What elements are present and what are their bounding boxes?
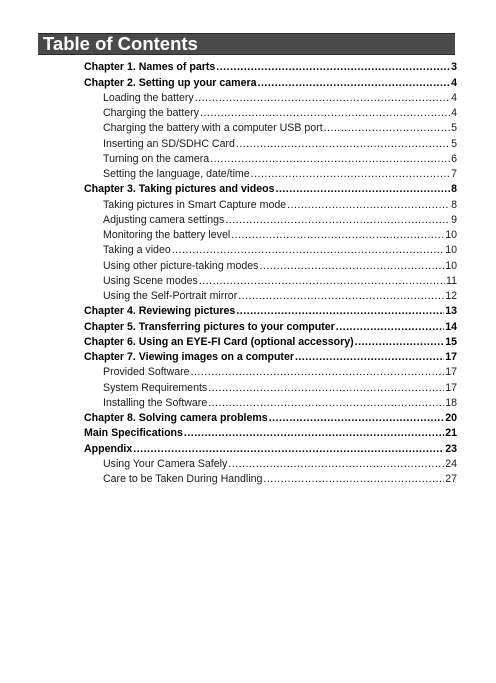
toc-entry-title: Chapter 2. Setting up your camera [84,76,257,89]
toc-section-entry[interactable] [84,273,457,288]
toc-dot-leader [208,381,444,395]
toc-dot-leader [191,365,445,379]
toc-dot-leader [231,228,444,242]
toc-chapter-entry[interactable] [84,181,457,196]
toc-entry-title: Appendix [84,442,133,455]
toc-section-entry[interactable] [84,166,457,181]
toc-chapter-entry[interactable] [84,349,457,364]
toc-entry-title: Chapter 7. Viewing images on a computer [84,351,294,363]
toc-entry-title: Using Your Camera Safely [103,457,228,470]
toc-dot-leader [216,60,450,74]
toc-dot-leader [263,472,444,486]
toc-section-entry[interactable] [84,395,457,410]
toc-dot-leader [324,121,450,135]
toc-section-entry[interactable] [84,288,457,303]
toc-page-number: 17 [445,381,457,394]
toc-dot-leader [172,243,444,257]
toc-page-number: 9 [451,213,457,226]
toc-dot-leader [225,213,450,227]
toc-section-entry[interactable] [84,196,457,211]
toc-page-number: 24 [445,457,457,470]
toc-chapter-entry[interactable] [84,318,457,333]
toc-entry-title: Charging the battery [103,107,199,119]
toc-entry-title: Chapter 5. Transferring pictures to your computer [84,320,335,333]
toc-dot-leader [133,442,444,456]
toc-section-entry[interactable] [84,227,457,242]
toc-entry-title: Chapter 4. Reviewing pictures [84,305,236,318]
toc-section-entry[interactable] [84,257,457,272]
toc-chapter-entry[interactable] [84,303,457,318]
toc-header-banner [38,33,455,55]
toc-dot-leader [228,457,444,471]
toc-entry-title: Monitoring the battery level [103,229,231,241]
toc-dot-leader [355,335,445,349]
toc-page-number: 4 [451,76,457,89]
toc-page-number: 4 [451,91,457,104]
toc-entry-title: Adjusting camera settings [103,213,225,226]
toc-entry-title: Provided Software [103,366,190,379]
toc-page-number: 3 [451,61,457,74]
toc-dot-leader [336,320,444,334]
toc-dot-leader [295,350,444,364]
toc-section-entry[interactable] [84,212,457,227]
toc-entry-title: Installing the Software [103,396,208,409]
page-title: Table of Contents [43,33,198,54]
toc-dot-leader [269,411,445,425]
toc-dot-leader [287,198,450,212]
toc-page-number: 17 [445,351,457,363]
toc-entry-title: Using other picture-taking modes [103,259,259,272]
toc-entry-title: Turning on the camera [103,152,210,165]
toc-page-number: 11 [446,274,457,287]
toc-section-entry[interactable] [84,151,457,166]
toc-page-number: 15 [445,335,457,348]
toc-chapter-entry[interactable] [84,59,457,74]
toc-entry-title: Charging the battery with a computer USB port [103,122,323,135]
toc-dot-leader [195,91,450,105]
toc-entry-title: System Requirements [103,381,208,394]
toc-page-number: 21 [445,427,457,440]
toc-page-number: 27 [445,473,457,485]
toc-chapter-entry[interactable] [84,334,457,349]
toc-entry-title: Inserting an SD/SDHC Card [103,137,235,150]
toc-entry-title: Using the Self-Portrait mirror [103,290,238,302]
toc-section-entry[interactable] [84,105,457,120]
toc-page-number: 7 [451,168,457,180]
toc-dot-leader [200,106,450,120]
toc-section-entry[interactable] [84,456,457,471]
toc-page-number: 18 [445,396,457,409]
toc-dot-leader [258,76,451,90]
toc-section-entry[interactable] [84,471,457,486]
toc-dot-leader [251,167,450,181]
toc-page-number: 8 [451,198,457,211]
toc-page-number: 8 [451,183,457,196]
toc-entry-title: Loading the battery [103,91,194,104]
toc-dot-leader [238,289,444,303]
toc-section-entry[interactable] [84,379,457,394]
toc-entry-title: Using Scene modes [103,274,198,287]
toc-page-number: 10 [445,229,457,241]
toc-entry-title: Chapter 3. Taking pictures and videos [84,183,275,196]
toc-page-number: 5 [451,122,457,135]
toc-page-number: 17 [445,366,457,379]
toc-entry-title: Taking pictures in Smart Capture mode [103,198,287,211]
toc-dot-leader [276,182,451,196]
toc-page-number: 5 [451,137,457,150]
toc-page-number: 4 [451,107,457,119]
toc-chapter-entry[interactable] [84,410,457,425]
toc-page-number: 23 [445,442,457,455]
toc-entry-title: Chapter 8. Solving camera problems [84,412,268,424]
toc-dot-leader [236,137,450,151]
toc-dot-leader [259,259,444,273]
toc-chapter-entry[interactable] [84,74,457,89]
toc-page-number: 12 [445,290,457,302]
toc-page-number: 6 [451,152,457,165]
toc-section-entry[interactable] [84,242,457,257]
toc-list [84,59,457,486]
toc-chapter-entry[interactable] [84,425,457,440]
toc-dot-leader [236,304,444,318]
toc-chapter-entry[interactable] [84,440,457,455]
toc-entry-title: Taking a video [103,244,171,257]
toc-dot-leader [208,396,444,410]
toc-page-number: 20 [445,412,457,424]
toc-dot-leader [184,426,444,440]
toc-entry-title: Chapter 1. Names of parts [84,61,216,74]
toc-page-number: 10 [445,259,457,272]
toc-page-number: 10 [445,244,457,257]
toc-dot-leader [210,152,450,166]
toc-entry-title: Main Specifications [84,427,183,440]
toc-dot-leader [199,274,445,288]
toc-page-number: 14 [445,320,457,333]
toc-section-entry[interactable] [84,120,457,135]
toc-section-entry[interactable] [84,135,457,150]
toc-section-entry[interactable] [84,90,457,105]
toc-page-number: 13 [445,305,457,318]
toc-entry-title: Chapter 6. Using an EYE-FI Card (optional accessory) [84,335,354,348]
toc-entry-title: Setting the language, date/time [103,168,250,180]
toc-section-entry[interactable] [84,364,457,379]
toc-entry-title: Care to be Taken During Handling [103,473,263,485]
